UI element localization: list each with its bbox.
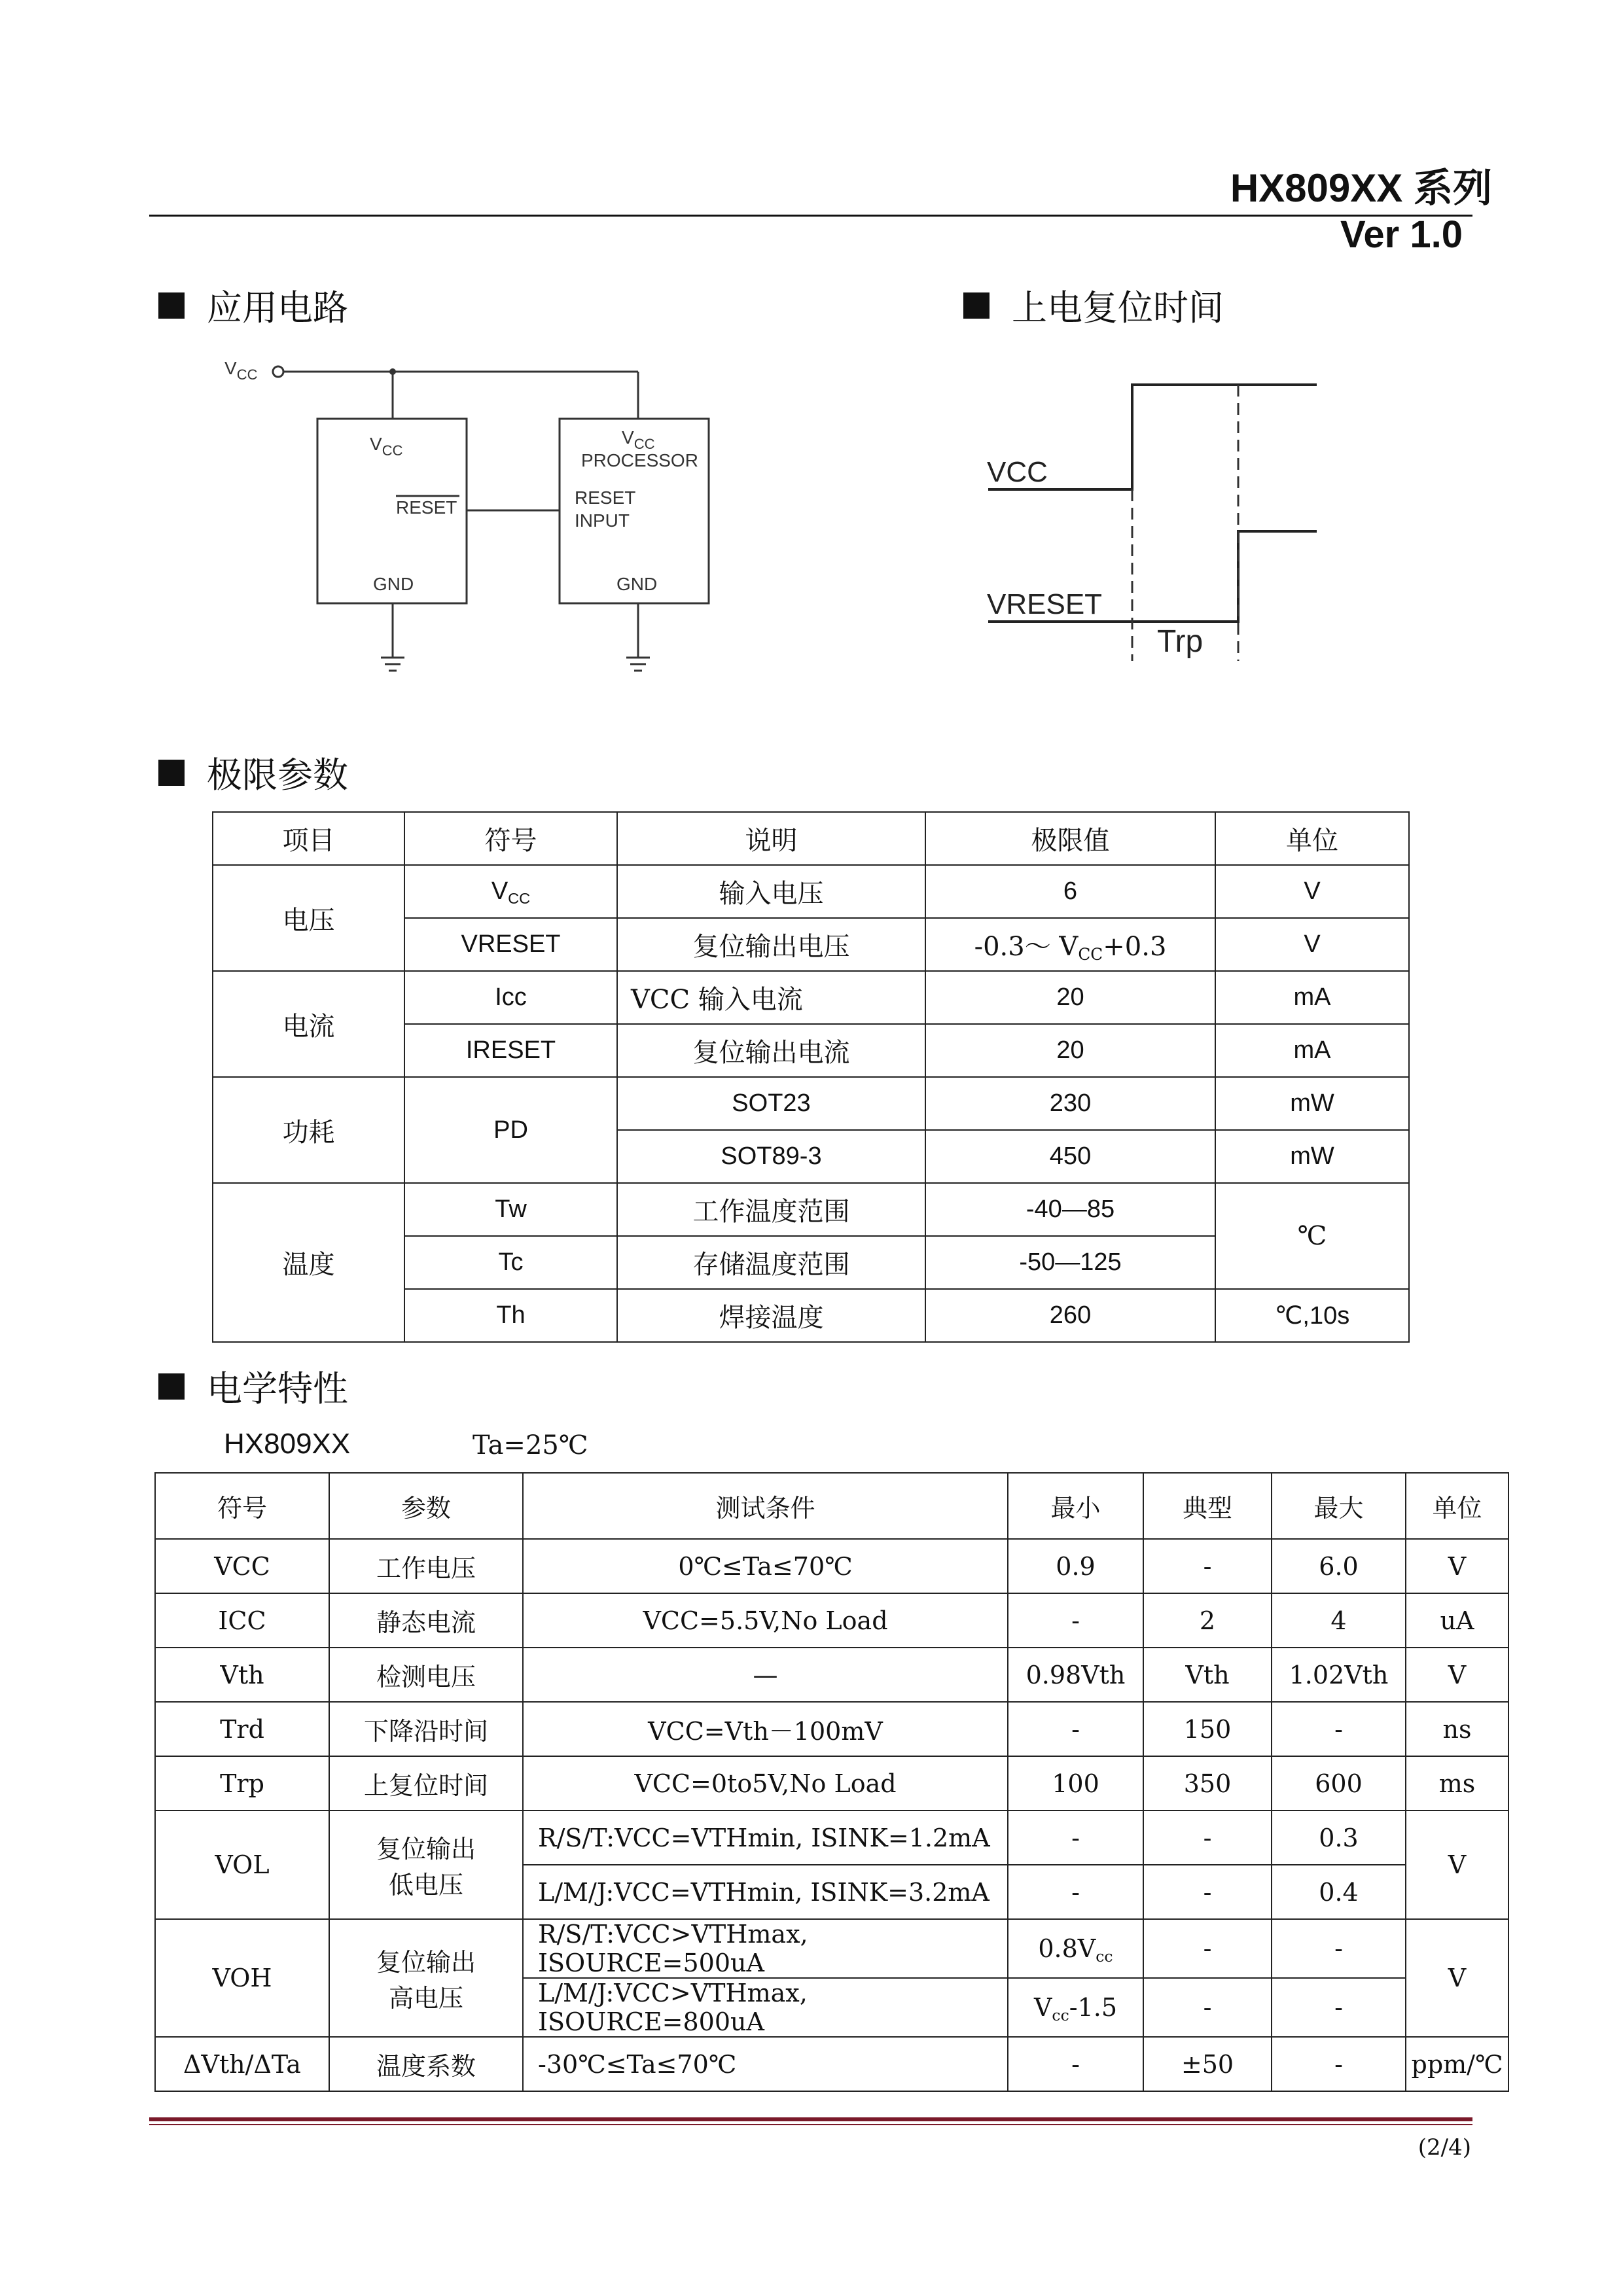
section-title: 电学特性: [207, 1368, 348, 1409]
unit-cell: V: [1406, 1919, 1508, 2037]
table-row: [155, 1648, 1508, 1702]
section-power-on-reset: [963, 280, 1224, 330]
max-cell: -: [1272, 1919, 1406, 1978]
min-cell: -: [1008, 1593, 1143, 1648]
electrical-characteristics-table: [154, 1472, 1509, 2092]
symbol-cell: Tc: [404, 1236, 617, 1289]
header-cell: 符号: [155, 1473, 329, 1539]
min-cell: 100: [1008, 1756, 1143, 1810]
left-reset-label: RESET: [396, 497, 457, 518]
symbol-cell: Icc: [404, 971, 617, 1024]
param-cell: 温度系数: [329, 2037, 523, 2091]
max-cell: 1.02Vth: [1272, 1648, 1406, 1702]
section-bullet: [158, 760, 185, 786]
symbol-cell: Tw: [404, 1183, 617, 1236]
table-row: [155, 1810, 1508, 1865]
condition-cell: 0℃≤Ta≤70℃: [523, 1539, 1008, 1593]
symbol-cell: VOL: [155, 1810, 329, 1919]
group-power: 功耗: [213, 1077, 404, 1183]
reset-timing-diagram: [982, 366, 1348, 667]
header-cell: 说明: [617, 812, 925, 865]
typ-cell: -: [1143, 1919, 1272, 1978]
typ-cell: 2: [1143, 1593, 1272, 1648]
header-cell: 测试条件: [523, 1473, 1008, 1539]
symbol-cell: VCC: [404, 865, 617, 918]
processor-label: PROCESSOR: [581, 450, 698, 470]
typ-cell: -: [1143, 1978, 1272, 2037]
max-cell: 0.4: [1272, 1865, 1406, 1919]
condition-cell: —: [523, 1648, 1008, 1702]
value-cell: -40—85: [925, 1183, 1215, 1236]
desc-cell: 焊接温度: [617, 1289, 925, 1342]
param-cell: 复位输出 低电压: [329, 1810, 523, 1919]
param-cell: 复位输出 高电压: [329, 1919, 523, 2037]
symbol-cell: Th: [404, 1289, 617, 1342]
min-cell: -: [1008, 2037, 1143, 2091]
model-label: HX809XX: [224, 1428, 351, 1460]
section-absolute-max: [158, 747, 348, 798]
table-row: [155, 1756, 1508, 1810]
table-row: [155, 1919, 1508, 1978]
header-rule: [149, 215, 1472, 217]
max-cell: 4: [1272, 1593, 1406, 1648]
min-cell: -: [1008, 1865, 1143, 1919]
application-circuit-diagram: [216, 347, 792, 687]
table-row: [155, 1593, 1508, 1648]
unit-cell: V: [1215, 865, 1409, 918]
value-cell: 450: [925, 1130, 1215, 1183]
symbol-cell: VCC: [155, 1539, 329, 1593]
unit-cell: ℃,10s: [1215, 1289, 1409, 1342]
section-bullet: [158, 1373, 185, 1400]
condition-cell: VCC=0to5V,No Load: [523, 1756, 1008, 1810]
group-voltage: 电压: [213, 865, 404, 971]
typ-cell: ±50: [1143, 2037, 1272, 2091]
header-cell: 极限值: [925, 812, 1215, 865]
typ-cell: Vth: [1143, 1648, 1272, 1702]
min-cell: Vcc-1.5: [1008, 1978, 1143, 2037]
reset-input-label-2: INPUT: [575, 510, 630, 531]
footer-rule-thin: [149, 2124, 1472, 2125]
max-cell: -: [1272, 1978, 1406, 2037]
unit-cell: mW: [1215, 1077, 1409, 1130]
value-cell: -0.3～ VCC+0.3: [925, 918, 1215, 971]
unit-cell: ℃: [1215, 1183, 1409, 1289]
header-cell: 符号: [404, 812, 617, 865]
param-cell: 上复位时间: [329, 1756, 523, 1810]
value-cell: 230: [925, 1077, 1215, 1130]
value-cell: 20: [925, 1024, 1215, 1077]
desc-cell: SOT23: [617, 1077, 925, 1130]
unit-cell: mW: [1215, 1130, 1409, 1183]
max-cell: 0.3: [1272, 1810, 1406, 1865]
table-header-row: [155, 1473, 1508, 1539]
unit-cell: mA: [1215, 1024, 1409, 1077]
condition-cell: R/S/T:VCC=VTHmin, ISINK=1.2mA: [523, 1810, 1008, 1865]
unit-cell: mA: [1215, 971, 1409, 1024]
condition-cell: VCC=Vth－100mV: [523, 1702, 1008, 1756]
max-cell: 600: [1272, 1756, 1406, 1810]
symbol-cell: Trd: [155, 1702, 329, 1756]
header-cell: 单位: [1406, 1473, 1508, 1539]
unit-cell: ms: [1406, 1756, 1508, 1810]
typ-cell: -: [1143, 1865, 1272, 1919]
section-app-circuit: [158, 280, 348, 330]
document-title: HX809XX 系列: [1230, 166, 1492, 210]
typ-cell: 150: [1143, 1702, 1272, 1756]
typ-cell: -: [1143, 1810, 1272, 1865]
section-title: 应用电路: [207, 287, 348, 328]
header-cell: 单位: [1215, 812, 1409, 865]
section-bullet: [158, 292, 185, 319]
table-row: [155, 1539, 1508, 1593]
max-cell: -: [1272, 1702, 1406, 1756]
reset-input-label-1: RESET: [575, 487, 636, 508]
symbol-cell: IRESET: [404, 1024, 617, 1077]
condition-cell: VCC=5.5V,No Load: [523, 1593, 1008, 1648]
vcc-input-label: $V_{CC}$: [224, 358, 258, 383]
header-cell: 项目: [213, 812, 404, 865]
desc-cell: 复位输出电压: [617, 918, 925, 971]
table-row: [213, 865, 1409, 918]
value-cell: 260: [925, 1289, 1215, 1342]
symbol-cell: ICC: [155, 1593, 329, 1648]
value-cell: -50—125: [925, 1236, 1215, 1289]
timing-vreset-label: VRESET: [987, 588, 1103, 620]
group-temperature: 温度: [213, 1183, 404, 1342]
header-cell: 最大: [1272, 1473, 1406, 1539]
min-cell: 0.98Vth: [1008, 1648, 1143, 1702]
symbol-cell: VOH: [155, 1919, 329, 2037]
right-gnd-label: GND: [616, 574, 658, 594]
section-title: 极限参数: [207, 754, 348, 796]
desc-cell: SOT89-3: [617, 1130, 925, 1183]
min-cell: -: [1008, 1810, 1143, 1865]
symbol-cell: VRESET: [404, 918, 617, 971]
desc-cell: 输入电压: [617, 865, 925, 918]
unit-cell: V: [1406, 1648, 1508, 1702]
header-cell: 参数: [329, 1473, 523, 1539]
section-electrical: [158, 1361, 348, 1411]
left-gnd-label: GND: [373, 574, 414, 594]
max-cell: -: [1272, 2037, 1406, 2091]
header-cell: 最小: [1008, 1473, 1143, 1539]
page-number: (2/4): [1418, 2134, 1471, 2161]
document-version: Ver 1.0: [1340, 213, 1463, 256]
unit-cell: ns: [1406, 1702, 1508, 1756]
desc-cell: VCC 输入电流: [617, 971, 925, 1024]
desc-cell: 工作温度范围: [617, 1183, 925, 1236]
desc-cell: 存储温度范围: [617, 1236, 925, 1289]
right-vcc-label: $V_{CC}$: [622, 427, 655, 452]
absolute-max-table: [212, 811, 1410, 1343]
table-header-row: [213, 812, 1409, 865]
symbol-cell: Trp: [155, 1756, 329, 1810]
unit-cell: V: [1406, 1539, 1508, 1593]
max-cell: 6.0: [1272, 1539, 1406, 1593]
table-row: [155, 1702, 1508, 1756]
table-row: [155, 2037, 1508, 2091]
table-row: [213, 1183, 1409, 1236]
param-cell: 下降沿时间: [329, 1702, 523, 1756]
typ-cell: -: [1143, 1539, 1272, 1593]
symbol-cell: PD: [404, 1077, 617, 1183]
table-row: [213, 971, 1409, 1024]
condition-cell: -30℃≤Ta≤70℃: [523, 2037, 1008, 2091]
condition-cell: L/M/J:VCC=VTHmin, ISINK=3.2mA: [523, 1865, 1008, 1919]
min-cell: 0.9: [1008, 1539, 1143, 1593]
value-cell: 6: [925, 865, 1215, 918]
timing-trp-label: Trp: [1157, 624, 1204, 659]
unit-cell: ppm/℃: [1406, 2037, 1508, 2091]
condition-cell: L/M/J:VCC>VTHmax, ISOURCE=800uA: [523, 1978, 1008, 2037]
timing-vcc-label: VCC: [987, 456, 1048, 488]
group-current: 电流: [213, 971, 404, 1077]
condition-cell: R/S/T:VCC>VTHmax, ISOURCE=500uA: [523, 1919, 1008, 1978]
header-cell: 典型: [1143, 1473, 1272, 1539]
symbol-cell: ΔVth/ΔTa: [155, 2037, 329, 2091]
unit-cell: uA: [1406, 1593, 1508, 1648]
footer-rule: [149, 2117, 1472, 2121]
min-cell: 0.8Vcc: [1008, 1919, 1143, 1978]
desc-cell: 复位输出电流: [617, 1024, 925, 1077]
param-cell: 静态电流: [329, 1593, 523, 1648]
section-bullet: [963, 292, 990, 319]
symbol-cell: Vth: [155, 1648, 329, 1702]
table-row: [213, 1077, 1409, 1130]
unit-cell: V: [1215, 918, 1409, 971]
min-cell: -: [1008, 1702, 1143, 1756]
param-cell: 工作电压: [329, 1539, 523, 1593]
typ-cell: 350: [1143, 1756, 1272, 1810]
ambient-temp-label: Ta=25℃: [473, 1430, 588, 1460]
unit-cell: V: [1406, 1810, 1508, 1919]
param-cell: 检测电压: [329, 1648, 523, 1702]
left-vcc-label: $V_{CC}$: [370, 434, 403, 459]
value-cell: 20: [925, 971, 1215, 1024]
section-title: 上电复位时间: [1012, 287, 1224, 328]
